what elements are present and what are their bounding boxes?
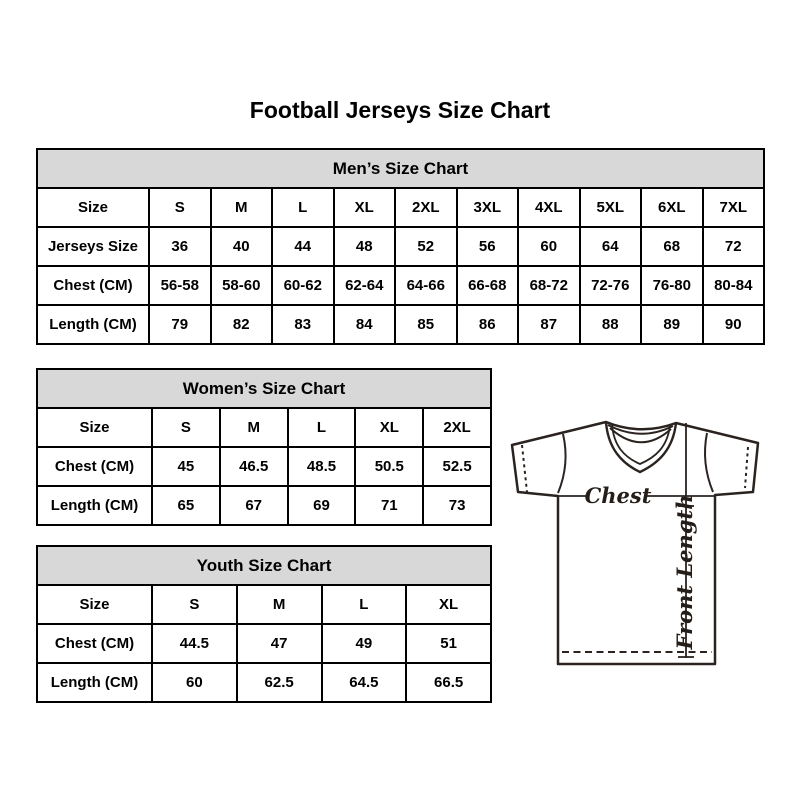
cell: 68 xyxy=(641,227,703,266)
cell: M xyxy=(237,585,322,624)
cell: 73 xyxy=(423,486,491,525)
table-row xyxy=(37,188,764,227)
cell: 2XL xyxy=(423,408,491,447)
cell: 45 xyxy=(152,447,220,486)
mens-size-table xyxy=(36,148,765,345)
cell: 71 xyxy=(355,486,423,525)
cell: L xyxy=(288,408,356,447)
cell: 44 xyxy=(272,227,334,266)
cell: 69 xyxy=(288,486,356,525)
cell: 76-80 xyxy=(641,266,703,305)
cell: 6XL xyxy=(641,188,703,227)
table-row xyxy=(37,486,491,525)
cell: 67 xyxy=(220,486,288,525)
cell: 36 xyxy=(149,227,211,266)
cell: 60-62 xyxy=(272,266,334,305)
cell: 90 xyxy=(703,305,765,344)
table-header-row xyxy=(37,546,491,585)
table-header-row xyxy=(37,149,764,188)
youth-size-table xyxy=(36,545,492,703)
cell: 2XL xyxy=(395,188,457,227)
table-row xyxy=(37,266,764,305)
cell: S xyxy=(149,188,211,227)
cell: 56 xyxy=(457,227,519,266)
table-row xyxy=(37,227,764,266)
cell: M xyxy=(220,408,288,447)
cell: 84 xyxy=(334,305,396,344)
cell: 3XL xyxy=(457,188,519,227)
cell: M xyxy=(211,188,273,227)
cell: 79 xyxy=(149,305,211,344)
cell: 52.5 xyxy=(423,447,491,486)
row-label: Size xyxy=(37,188,149,227)
table-row xyxy=(37,447,491,486)
cell: 89 xyxy=(641,305,703,344)
cell: 72 xyxy=(703,227,765,266)
table-header-row xyxy=(37,369,491,408)
row-label: Length (CM) xyxy=(37,486,152,525)
row-label: Size xyxy=(37,585,152,624)
cell: 66-68 xyxy=(457,266,519,305)
cell: 40 xyxy=(211,227,273,266)
cell: 62.5 xyxy=(237,663,322,702)
cell: 49 xyxy=(322,624,407,663)
chest-label: Chest xyxy=(584,483,652,508)
mens-size-table-title: Men’s Size Chart xyxy=(37,149,764,188)
cell: 48 xyxy=(334,227,396,266)
womens-size-table xyxy=(36,368,492,526)
row-label: Chest (CM) xyxy=(37,447,152,486)
cell: 64-66 xyxy=(395,266,457,305)
cell: 7XL xyxy=(703,188,765,227)
cell: 60 xyxy=(152,663,237,702)
cell: 60 xyxy=(518,227,580,266)
cell: 88 xyxy=(580,305,642,344)
cell: 46.5 xyxy=(220,447,288,486)
table-row xyxy=(37,305,764,344)
cell: 80-84 xyxy=(703,266,765,305)
cell: XL xyxy=(406,585,491,624)
youth-size-table-title: Youth Size Chart xyxy=(37,546,491,585)
table-row xyxy=(37,624,491,663)
cell: 52 xyxy=(395,227,457,266)
cell: 68-72 xyxy=(518,266,580,305)
page-title: Football Jerseys Size Chart xyxy=(249,97,551,123)
jersey-measurement-diagram xyxy=(500,400,780,690)
cell: 87 xyxy=(518,305,580,344)
jersey-body-outline xyxy=(512,422,758,664)
cell: XL xyxy=(355,408,423,447)
cell: 44.5 xyxy=(152,624,237,663)
womens-size-table-title: Women’s Size Chart xyxy=(37,369,491,408)
row-label: Length (CM) xyxy=(37,305,149,344)
table-row xyxy=(37,408,491,447)
cell: 4XL xyxy=(518,188,580,227)
cell: 82 xyxy=(211,305,273,344)
cell: 56-58 xyxy=(149,266,211,305)
cell: 64.5 xyxy=(322,663,407,702)
row-label: Chest (CM) xyxy=(37,266,149,305)
table-row xyxy=(37,585,491,624)
cell: 62-64 xyxy=(334,266,396,305)
cell: 72-76 xyxy=(580,266,642,305)
cell: 47 xyxy=(237,624,322,663)
cell: L xyxy=(322,585,407,624)
cell: 85 xyxy=(395,305,457,344)
cell: XL xyxy=(334,188,396,227)
cell: 83 xyxy=(272,305,334,344)
row-label: Size xyxy=(37,408,152,447)
row-label: Jerseys Size xyxy=(37,227,149,266)
cell: 48.5 xyxy=(288,447,356,486)
cell: L xyxy=(272,188,334,227)
row-label: Length (CM) xyxy=(37,663,152,702)
cell: 86 xyxy=(457,305,519,344)
row-label: Chest (CM) xyxy=(37,624,152,663)
cell: 50.5 xyxy=(355,447,423,486)
cell: 64 xyxy=(580,227,642,266)
cell: S xyxy=(152,585,237,624)
front-length-label: Front Length xyxy=(672,494,697,650)
cell: S xyxy=(152,408,220,447)
cell: 51 xyxy=(406,624,491,663)
cell: 58-60 xyxy=(211,266,273,305)
cell: 5XL xyxy=(580,188,642,227)
cell: 65 xyxy=(152,486,220,525)
table-row xyxy=(37,663,491,702)
cell: 66.5 xyxy=(406,663,491,702)
